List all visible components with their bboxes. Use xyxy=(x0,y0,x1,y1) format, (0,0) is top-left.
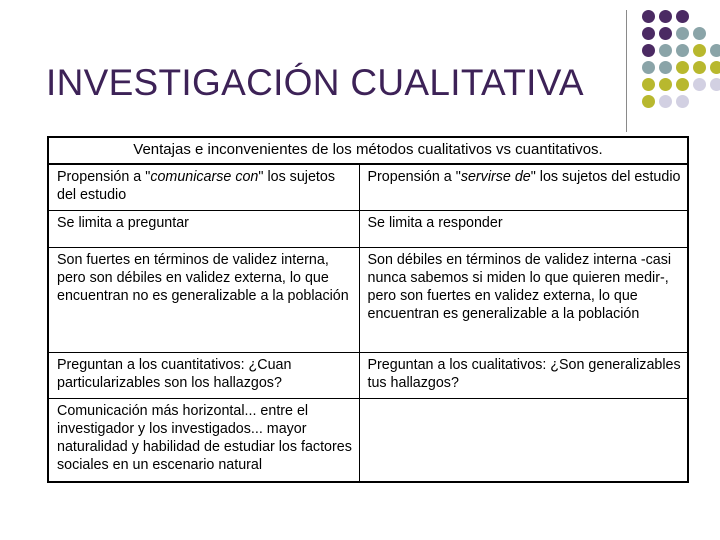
decorative-dot xyxy=(642,44,655,57)
decorative-dot xyxy=(642,95,655,108)
comparison-table xyxy=(47,136,689,483)
decorative-dot xyxy=(659,27,672,40)
decorative-dot xyxy=(693,78,706,91)
cell-cualitativo xyxy=(48,164,359,210)
cell-cuantitativo: Preguntan a los cualitativos: ¿Son generalizables tus hallazgos? xyxy=(359,352,688,398)
decorative-dot xyxy=(659,78,672,91)
decorative-dot xyxy=(659,61,672,74)
cell-cualitativo: Comunicación más horizontal... entre el investigador y los investigados... mayor naturalidad y habilidad de estudiar los factores sociales en un escenario natural xyxy=(48,398,359,482)
cell-text: " los sujetos del estudio xyxy=(530,169,681,185)
cell-cuantitativo: Son débiles en términos de validez interna -casi nunca sabemos si miden lo que quieren medir-, pero son fuertes en validez externa, lo que encuentran es generalizable a la población xyxy=(359,247,688,352)
cell-cuantitativo xyxy=(359,398,688,482)
table-row xyxy=(48,398,688,482)
decorative-dot xyxy=(642,10,655,23)
decorative-dot xyxy=(693,44,706,57)
cell-emphasis: servirse de xyxy=(460,169,531,185)
table-header-row xyxy=(48,137,688,164)
cell-emphasis: comunicarse con xyxy=(150,169,259,185)
cell-cuantitativo xyxy=(359,164,688,210)
cell-cualitativo: Son fuertes en términos de validez interna, pero son débiles en validez externa, lo que encuentran no es generalizable a la población xyxy=(48,247,359,352)
decorative-dot xyxy=(642,78,655,91)
decorative-dot xyxy=(693,27,706,40)
decorative-dot xyxy=(676,95,689,108)
decorative-dot xyxy=(710,44,720,57)
table-caption: Ventajas e inconvenientes de los métodos cualitativos vs cuantitativos. xyxy=(48,137,688,164)
decorative-dot xyxy=(676,27,689,40)
decorative-dot xyxy=(659,95,672,108)
decorative-dot xyxy=(676,78,689,91)
decorative-dot xyxy=(693,61,706,74)
table-row xyxy=(48,210,688,247)
table-row xyxy=(48,352,688,398)
table-row xyxy=(48,247,688,352)
decorative-dot xyxy=(676,44,689,57)
cell-text: Propensión a " xyxy=(57,169,151,185)
decorative-dot xyxy=(676,61,689,74)
cell-text: Propensión a " xyxy=(367,169,461,185)
divider-line xyxy=(626,10,627,132)
cell-text: " los sujetos del estudio xyxy=(57,169,335,203)
decorative-dot xyxy=(659,44,672,57)
decorative-dot xyxy=(642,61,655,74)
decorative-dot xyxy=(642,27,655,40)
slide-title: INVESTIGACIÓN CUALITATIVA xyxy=(46,62,584,103)
decorative-dot xyxy=(659,10,672,23)
cell-cuantitativo: Se limita a responder xyxy=(359,210,688,247)
decorative-dot xyxy=(710,61,720,74)
decorative-dot xyxy=(710,78,720,91)
table-row xyxy=(48,164,688,210)
cell-cualitativo: Preguntan a los cuantitativos: ¿Cuan particularizables son los hallazgos? xyxy=(48,352,359,398)
cell-cualitativo: Se limita a preguntar xyxy=(48,210,359,247)
decorative-dot xyxy=(676,10,689,23)
